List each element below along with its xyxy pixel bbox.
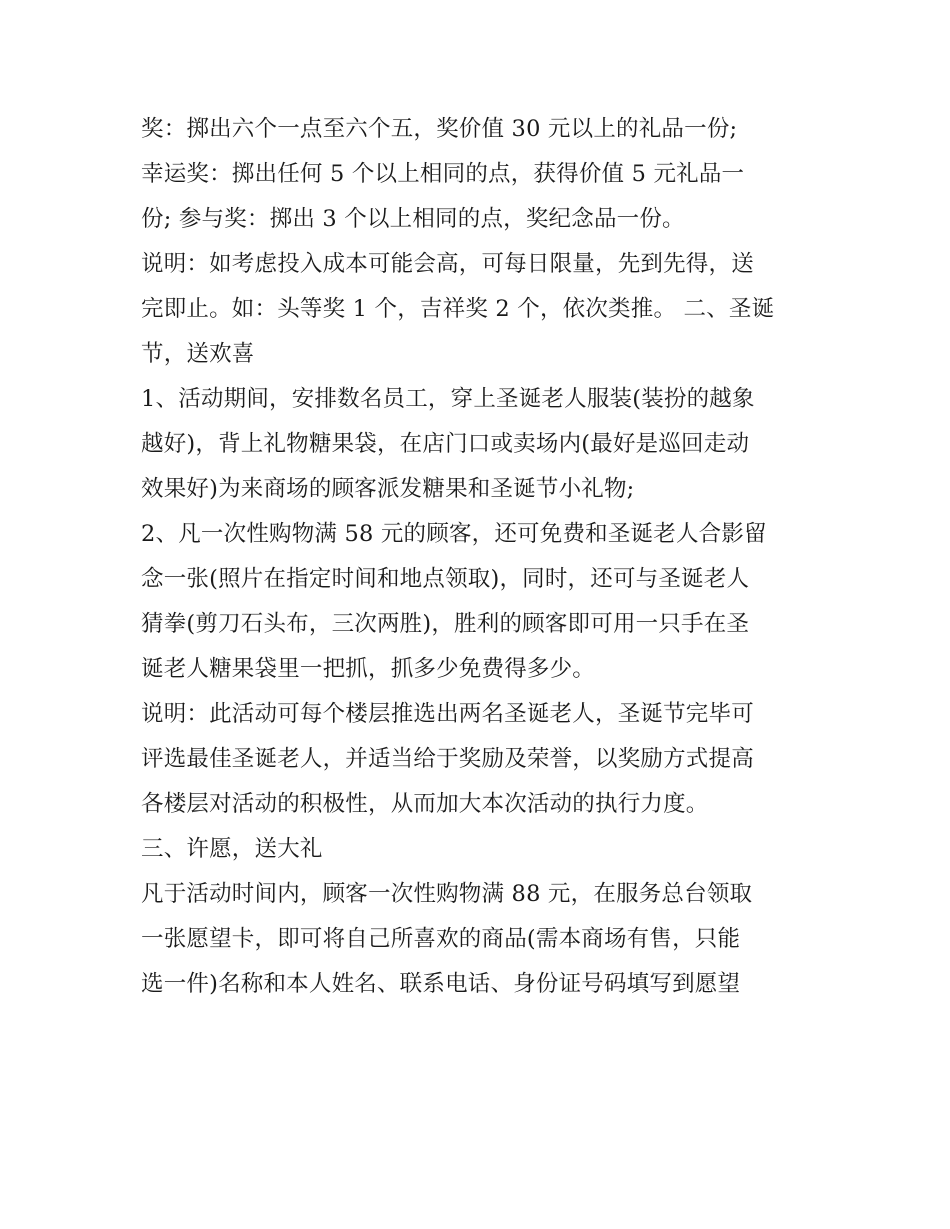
paragraph-prizes	[141, 107, 816, 242]
text-line: 凡于活动时间内，顾客一次性购物满 88 元，在服务总台领取	[141, 881, 753, 907]
text-line: 念一张(照片在指定时间和地点领取)，同时，还可与圣诞老人	[141, 566, 750, 592]
paragraph-item-1	[141, 377, 816, 512]
document-body	[141, 107, 816, 1007]
text-line: 猜拳(剪刀石头布，三次两胜)，胜利的顾客即可用一只手在圣	[141, 611, 750, 637]
heading-line: 三、许愿，送大礼	[141, 836, 323, 862]
text-line: 奖：掷出六个一点至六个五，奖价值 30 元以上的礼品一份;	[141, 116, 738, 142]
text-line: 说明：此活动可每个楼层推选出两名圣诞老人，圣诞节完毕可	[141, 701, 754, 727]
paragraph-note-santa	[141, 692, 816, 827]
text-line: 越好)，背上礼物糖果袋，在店门口或卖场内(最好是巡回走动	[141, 431, 750, 457]
text-line: 1、活动期间，安排数名员工，穿上圣诞老人服装(装扮的越象	[141, 386, 755, 412]
text-line: 完即止。如：头等奖 1 个，吉祥奖 2 个，依次类推。 二、圣诞	[141, 296, 775, 322]
text-line: 幸运奖：掷出任何 5 个以上相同的点，获得价值 5 元礼品一	[141, 161, 745, 187]
text-line: 2、凡一次性购物满 58 元的顾客，还可免费和圣诞老人合影留	[141, 521, 767, 547]
paragraph-wish	[141, 872, 816, 1007]
section-heading-3	[141, 827, 816, 872]
paragraph-note-limit	[141, 242, 816, 377]
text-line: 各楼层对活动的积极性，从而加大本次活动的执行力度。	[141, 791, 709, 817]
text-line: 说明：如考虑投入成本可能会高，可每日限量，先到先得，送	[141, 251, 754, 277]
text-line: 一张愿望卡，即可将自己所喜欢的商品(需本商场有售，只能	[141, 926, 741, 952]
text-line: 诞老人糖果袋里一把抓，抓多少免费得多少。	[141, 656, 596, 682]
text-line: 份; 参与奖：掷出 3 个以上相同的点，奖纪念品一份。	[141, 206, 685, 232]
text-line: 节，送欢喜	[141, 341, 255, 367]
text-line: 评选最佳圣诞老人，并适当给于奖励及荣誉，以奖励方式提高	[141, 746, 754, 772]
paragraph-item-2	[141, 512, 816, 692]
text-line: 效果好)为来商场的顾客派发糖果和圣诞节小礼物;	[141, 476, 635, 502]
text-line: 选一件)名称和本人姓名、联系电话、身份证号码填写到愿望	[141, 971, 741, 997]
